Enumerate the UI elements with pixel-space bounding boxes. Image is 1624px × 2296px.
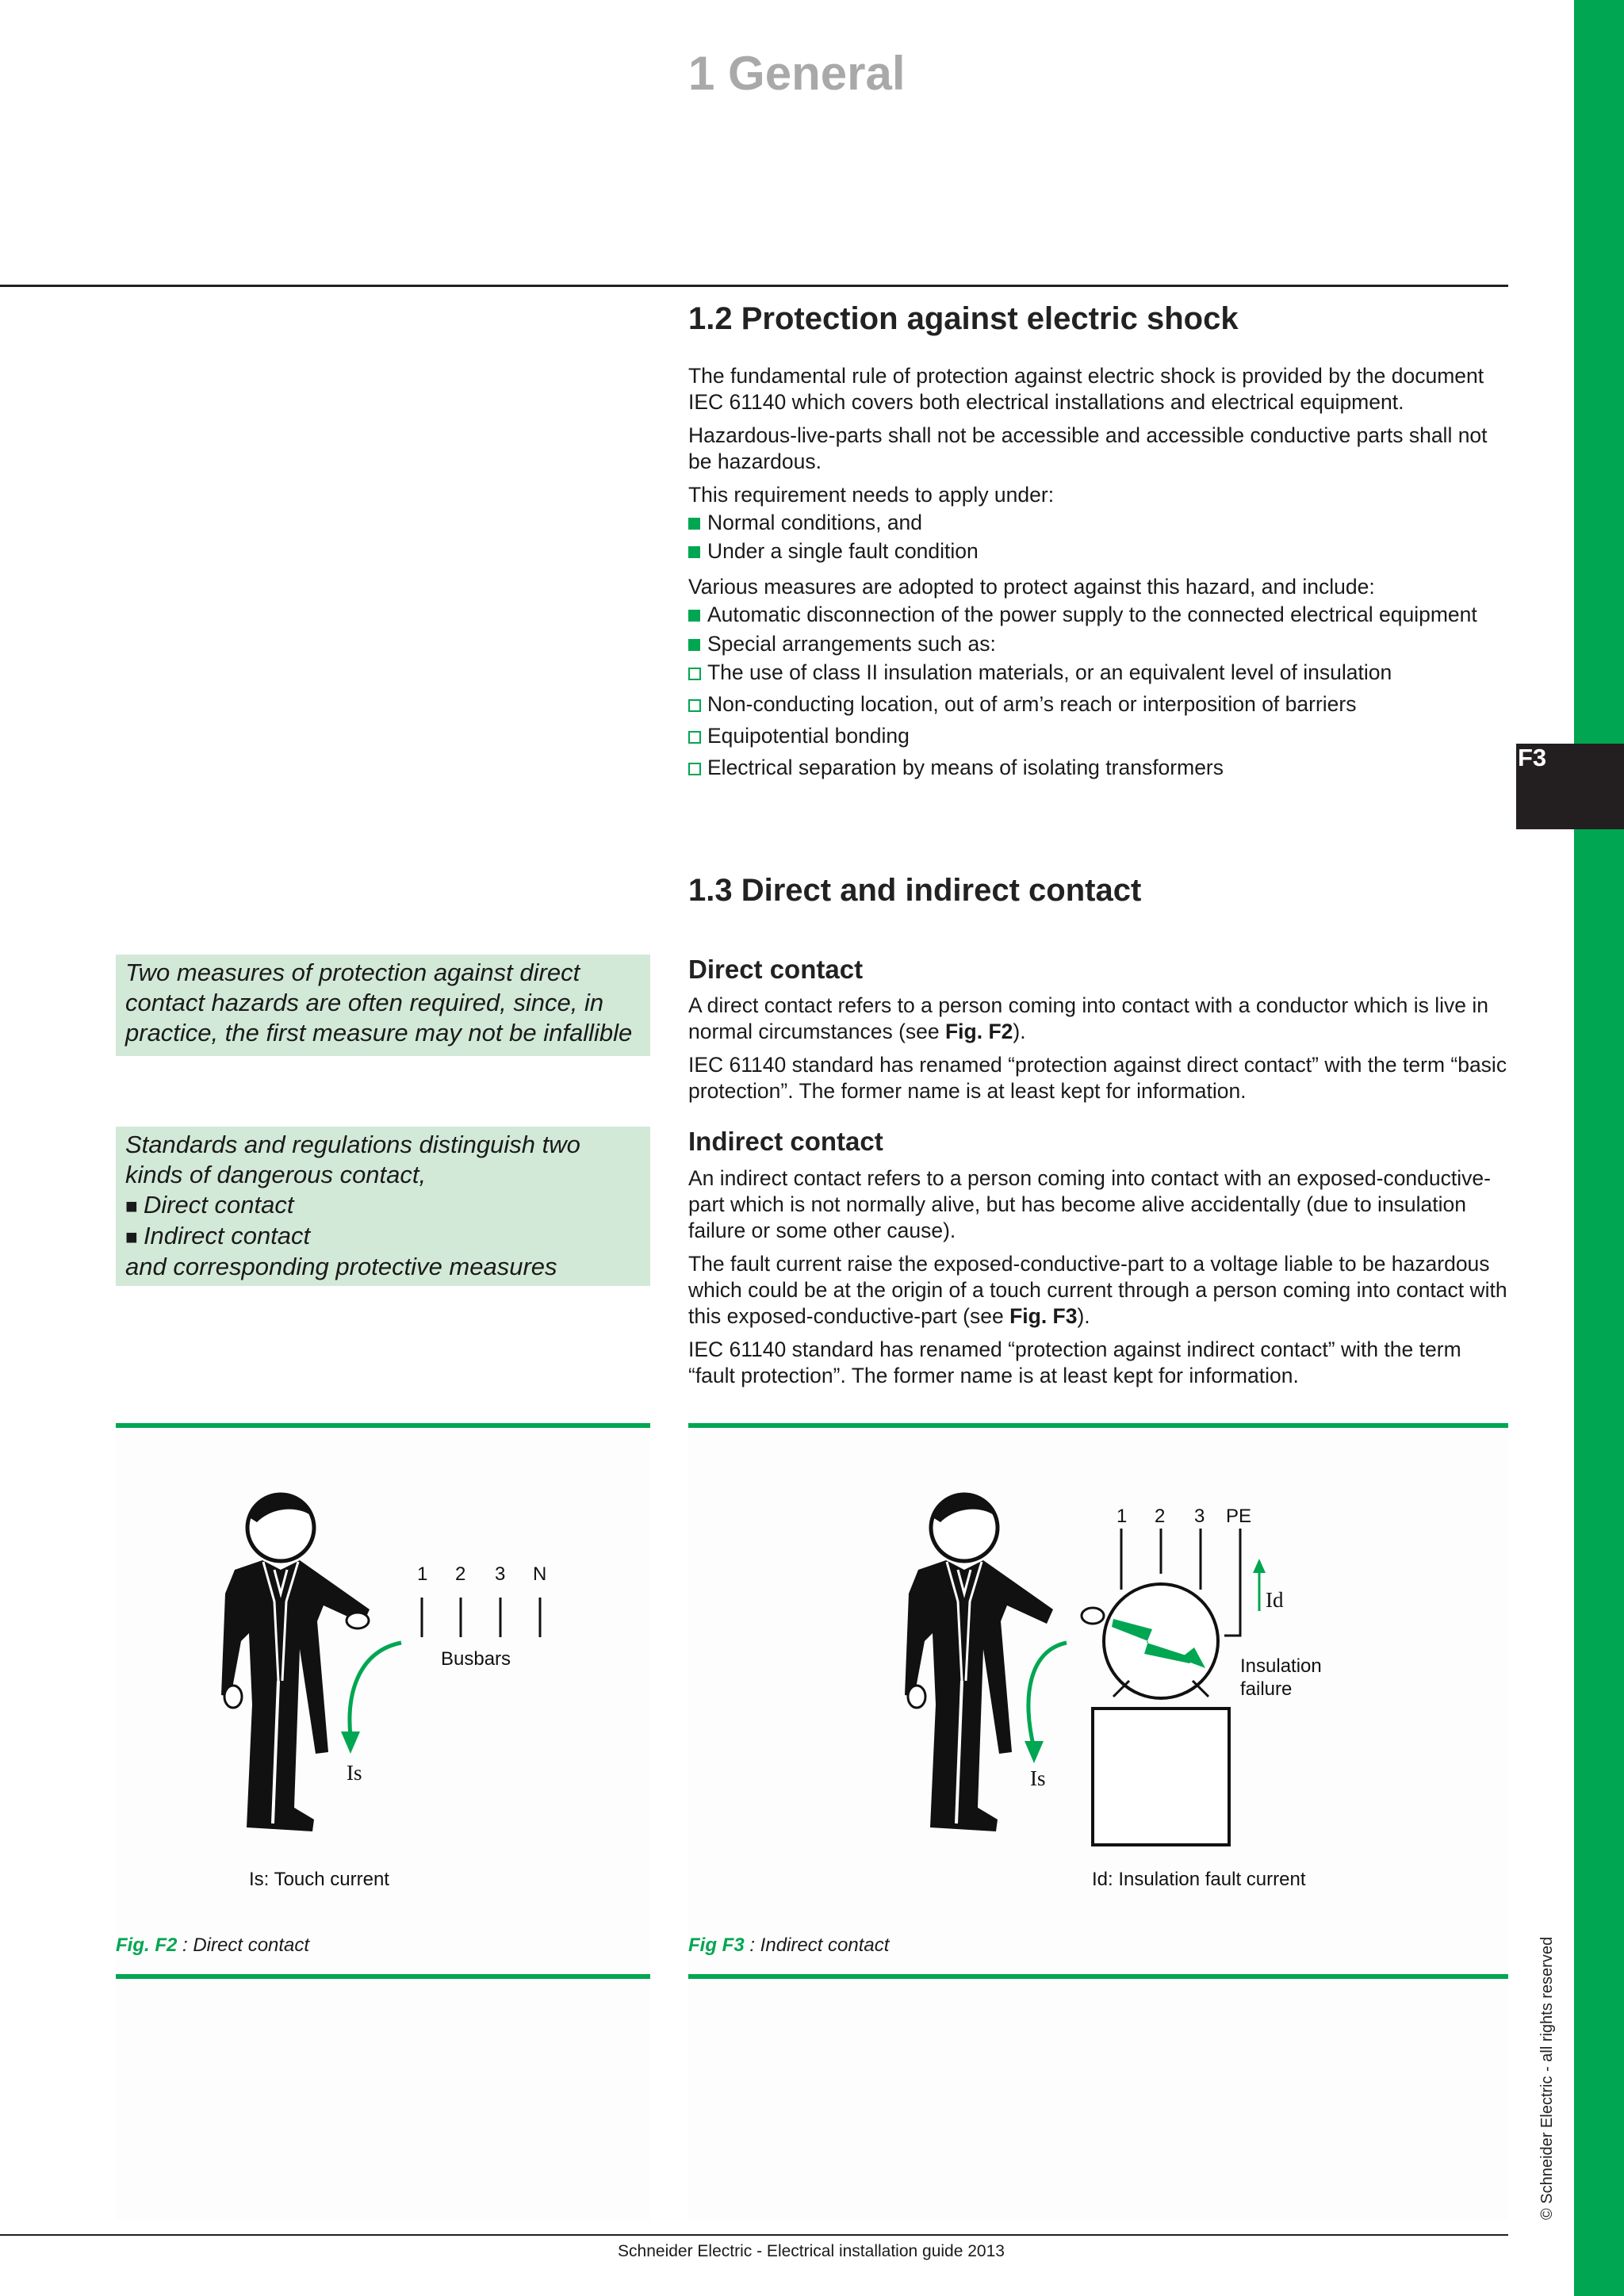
- conductor-label: 1: [1116, 1506, 1128, 1527]
- paragraph: This requirement needs to apply under:: [688, 483, 1055, 507]
- section-heading-1-2: 1.2 Protection against electric shock: [688, 301, 1239, 336]
- equipment-box: [1093, 1709, 1229, 1845]
- arrow-head-icon: [341, 1732, 360, 1754]
- conductor-label: 3: [495, 1563, 506, 1585]
- edge-green-bar: [1574, 0, 1624, 2296]
- indirect-contact-heading: Indirect contact: [688, 1127, 883, 1156]
- section-heading-1-3: 1.3 Direct and indirect contact: [688, 873, 1142, 908]
- figure-bottom-rule: [688, 1974, 1508, 1979]
- paragraph: An indirect contact refers to a person coming into contact with an exposed-conductive-part which is not normally alive, but has become alive accidentally (due to insulation failure or some other cause).: [688, 1166, 1491, 1242]
- sidebox-contact-kinds: [116, 1127, 650, 1286]
- paragraph: The fundamental rule of protection against electric shock is provided by the document IEC 61140 which covers both electrical installations and electrical equipment.: [688, 364, 1484, 414]
- arrow-head-icon: [1025, 1741, 1044, 1763]
- list-item: Electrical separation by means of isolating transformers: [688, 755, 1509, 781]
- figure-ref: Fig. F2: [945, 1020, 1013, 1043]
- conductor-label: PE: [1226, 1506, 1252, 1527]
- sidebox-item: ■ Indirect contact: [125, 1221, 641, 1252]
- header-rule: [0, 285, 1508, 287]
- figure-ref: Fig. F3: [1009, 1304, 1078, 1328]
- direct-contact-heading: Direct contact: [688, 955, 864, 984]
- page-footer: Schneider Electric - Electrical installation guide 2013: [618, 2242, 1005, 2260]
- list-item: Under a single fault condition: [688, 538, 1509, 564]
- arrow-head-icon: [1253, 1559, 1266, 1573]
- list-item: Equipotential bonding: [688, 723, 1509, 749]
- person-illustration: [905, 1494, 1104, 1831]
- conductor-label: N: [533, 1563, 547, 1585]
- paragraph: A direct contact refers to a person coming into contact with a conductor which is live in normal circumstances (see Fig. F2).: [688, 993, 1488, 1043]
- chapter-tab-label: F3: [1518, 744, 1547, 771]
- busbar-lines: [422, 1598, 540, 1637]
- paragraph: Various measures are adopted to protect against this hazard, and include:: [688, 575, 1375, 599]
- conductor-label: 1: [417, 1563, 428, 1585]
- section-1-2-body: [688, 363, 1509, 790]
- figure-top-rule: [688, 1423, 1508, 1428]
- is-label: Is: [1030, 1766, 1046, 1790]
- list-item: Normal conditions, and: [688, 510, 1509, 536]
- touch-current-legend: Is: Touch current: [249, 1869, 389, 1890]
- insulation-failure-label: Insulation: [1240, 1655, 1322, 1677]
- direct-contact-diagram: [116, 1443, 650, 1903]
- footer-rule: [0, 2234, 1508, 2236]
- sidebox-intro: Standards and regulations distinguish two kinds of dangerous contact,: [125, 1131, 580, 1188]
- figure-top-rule: [116, 1423, 650, 1428]
- direct-contact-body: [688, 993, 1509, 1112]
- list-item: The use of class II insulation materials, or an equivalent level of insulation: [688, 660, 1509, 686]
- indirect-contact-diagram: [688, 1443, 1508, 1903]
- touch-current-arrow: [350, 1643, 401, 1736]
- list-item: Special arrangements such as:: [688, 631, 1509, 657]
- touch-current-arrow: [1028, 1643, 1067, 1748]
- arrangements-list: [688, 660, 1509, 781]
- figure-bottom-rule: [116, 1974, 650, 1979]
- indirect-contact-body: [688, 1165, 1509, 1396]
- conductor-label: 2: [1155, 1506, 1166, 1527]
- measures-list: [688, 602, 1509, 657]
- busbars-label: Busbars: [441, 1648, 511, 1670]
- list-item: Non-conducting location, out of arm’s reach or interposition of barriers: [688, 691, 1509, 718]
- insulation-failure-label: failure: [1240, 1678, 1293, 1700]
- motor-symbol: [1093, 1529, 1240, 1845]
- paragraph: IEC 61140 standard has renamed “protection against indirect contact” with the term “fault protection”. The former name is at least kept for information.: [688, 1337, 1461, 1387]
- list-item: Automatic disconnection of the power supply to the connected electrical equipment: [688, 602, 1509, 628]
- sidebox-outro: and corresponding protective measures: [125, 1253, 557, 1280]
- chapter-title: 1 General: [688, 47, 906, 100]
- paragraph: IEC 61140 standard has renamed “protection against direct contact” with the term “basic protection”. The former name is at least kept for information.: [688, 1053, 1507, 1103]
- conductor-label: 2: [455, 1563, 466, 1585]
- id-label: Id: [1266, 1588, 1284, 1612]
- sidebox-item: ■ Direct contact: [125, 1190, 641, 1221]
- figure-caption-f2: Fig. F2 : Direct contact: [116, 1934, 310, 1956]
- sidebox-measures: Two measures of protection against direct contact hazards are often required, since, in practice, the first measure may not be infallible: [116, 955, 650, 1056]
- figure-caption-f3: Fig F3 : Indirect contact: [688, 1934, 890, 1956]
- paragraph: Hazardous-live-parts shall not be accessible and accessible conductive parts shall not be hazardous.: [688, 423, 1488, 473]
- paragraph: The fault current raise the exposed-conductive-part to a voltage liable to be hazardous which could be at the origin of a touch current through a person coming into contact with this exposed-conductive-part (see Fig. F3).: [688, 1252, 1507, 1328]
- conditions-list: [688, 510, 1509, 564]
- fault-current-legend: Id: Insulation fault current: [1092, 1869, 1306, 1890]
- conductor-label: 3: [1194, 1506, 1205, 1527]
- is-label: Is: [347, 1761, 362, 1785]
